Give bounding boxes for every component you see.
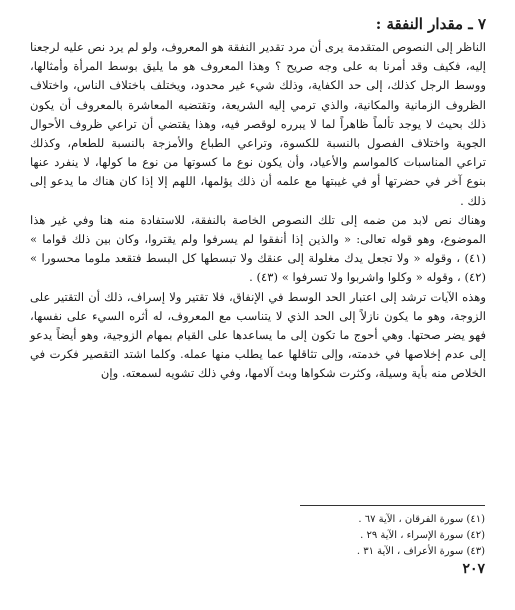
paragraph-3: وهذه الآيات ترشد إلى اعتبار الحد الوسط في الإنفاق، فلا تقتير ولا إسراف، ذلك أن التقتير على الزوجة، وهو ما يكون نازلاً إلى الحد الذي لا يتناسب مع المعروف، له أثره السيء على نفسها، فهو يضر صحتها. وهي أحوج ما تكون إلى ما يساعدها على القيام بمهام الزوجية، وهو أيضاً يدعو إلى عدم إخلاصها في خدمته، وإلى تثاقلها عما يطلب منها عمله. وكلما اشتد التقصير فكرت في الخلاص منه بأية وسيلة، وكثرت شكواها وبث آلامها، وفي ذلك تشويه لسمعته. وإن [30, 289, 486, 381]
footnote-43: (٤٣) سورة الأعراف ، الآية ٣١ . [356, 546, 485, 557]
page-number: ٢٠٧ [462, 561, 485, 577]
section-heading: ٧ ـ مقدار النفقة : [375, 15, 486, 33]
paragraph-1: الناظر إلى النصوص المتقدمة يرى أن مرد تقدير النفقة هو المعروف، ولو لم يرد نص عليه لرجعنا إليه، فكيف وقد أمرنا به على وجه صريح ؟ وهذا المعروف هو ما يليق بوسط المرأة وأمثالها، ووسط الرجل كذلك، إلى حد الكفاية، وذلك شيء غير محدود، ويختلف باختلاف الناس، واختلاف الظروف الزمانية والمكانية، والذي ترمي إليه الشريعة، وتقتضيه المعاشرة بالمعروف أن يكون ذلك بحيث لا يوجد تألماً ظاهراً لما لا يبرره لوقصر فيه، وهذا يقتضي أن تراعي ظروف الأحوال الجوية واختلاف الفصول بالنسبة للكسوة، وتراعي الطباع والأمزجة بالنسبة للطعام، وكذلك تراعي المناسبات كالمواسم والأعياد، وأن يكون نوع ما كسوتها من نوع ما كولها، لا ينفرد عنها بنوع آخر في حضرتها أو في غيبتها مع علمه أن ذلك يؤلمها، اللهم إلا إذا كان هناك ما يدعو إلى ذلك . [30, 40, 486, 208]
paragraph-2: وهناك نص لابد من ضمه إلى تلك النصوص الخاصة بالنفقة، للاستفادة منه هنا وفي غير هذا الموضوع، وهو قوله تعالى: « والذين إذا أنفقوا لم يسرفوا ولم يقتروا، وكان بين ذلك قواما » (٤١) ، وقوله « ولا تجعل يدك مغلولة إلى عنقك ولا تبسطها كل البسط فتقعد ملوما محسورا » (٤٢) ، وقوله « وكلوا واشربوا ولا تسرفوا » (٤٣) . [30, 212, 486, 285]
footnote-41: (٤١) سورة الفرقان ، الآية ٦٧ . [358, 514, 485, 525]
footnote-42: (٤٢) سورة الإسراء ، الآية ٢٩ . [360, 530, 485, 541]
main-text [30, 14, 486, 384]
footnotes [185, 512, 485, 560]
footnote-divider [300, 505, 485, 506]
